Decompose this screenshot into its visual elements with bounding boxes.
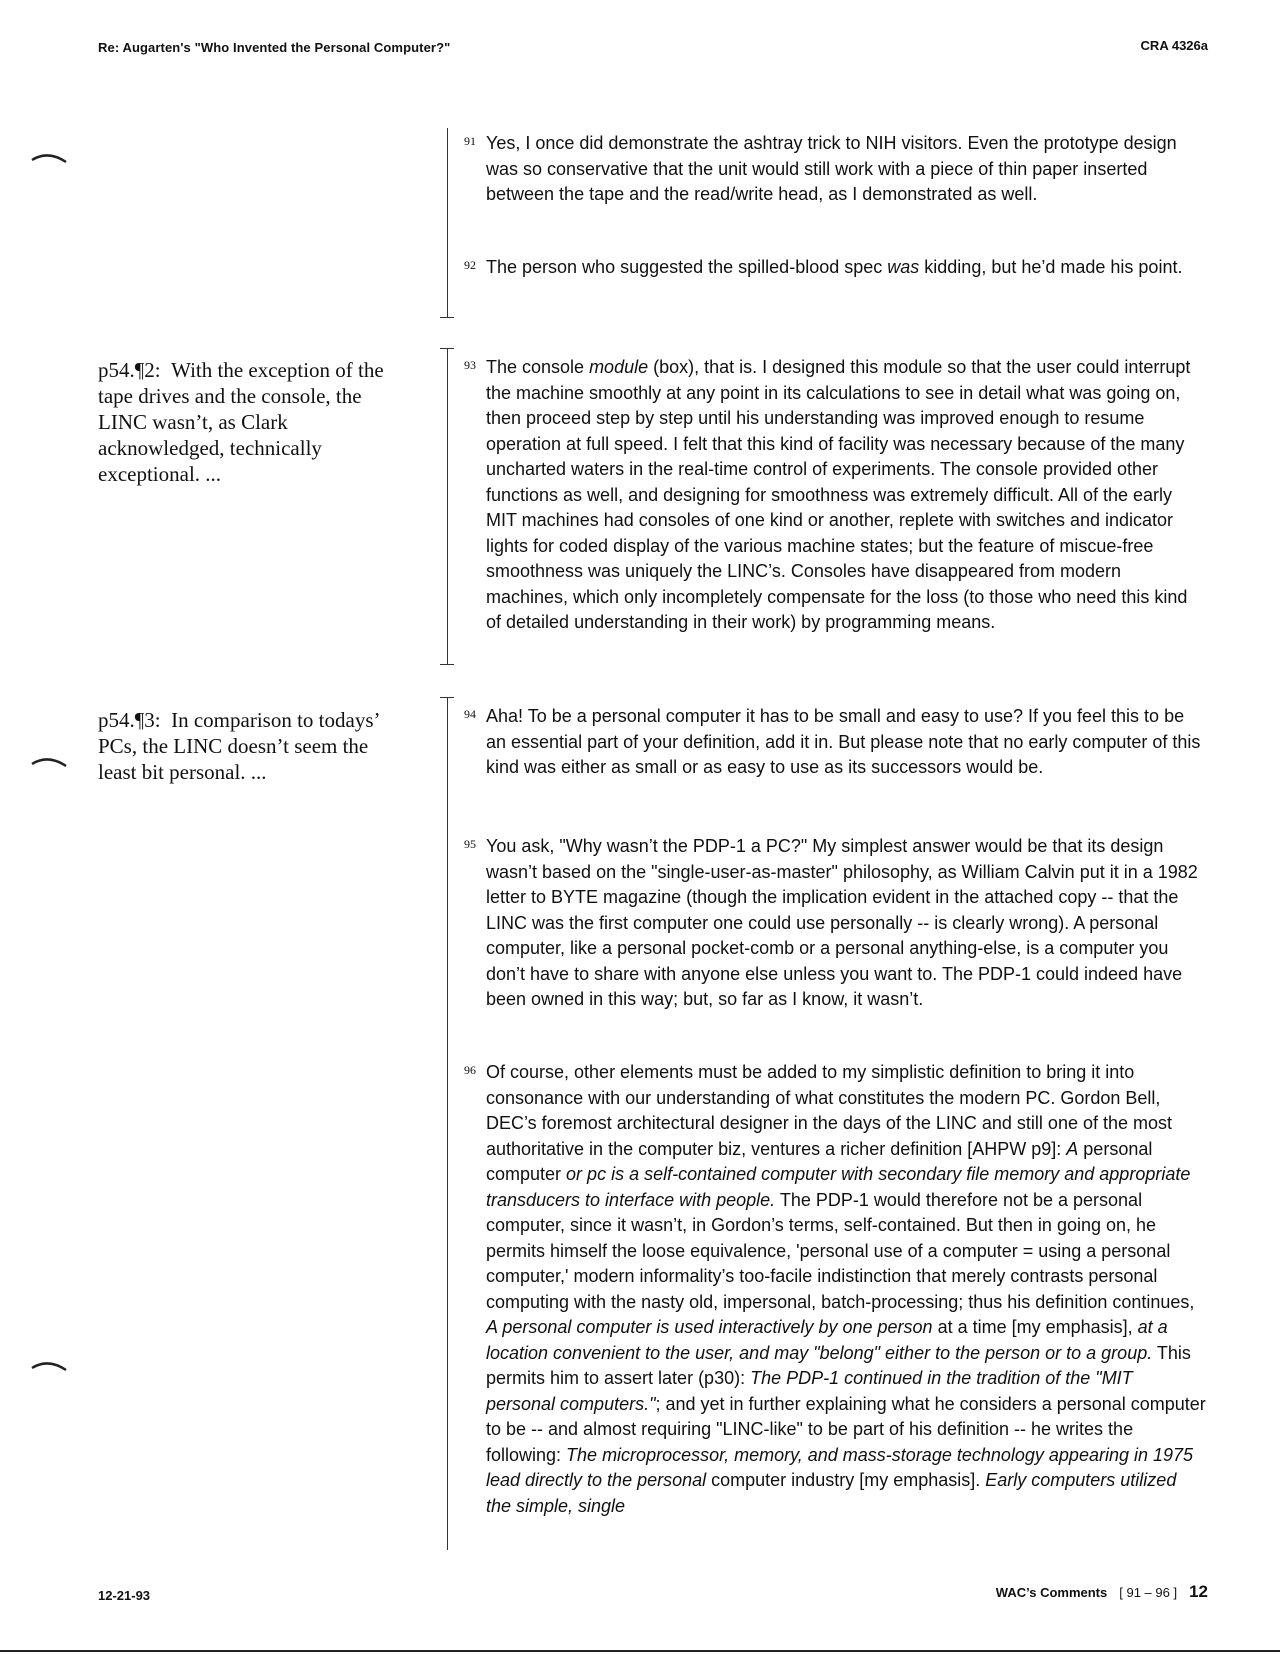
margin-note	[98, 707, 398, 785]
margin-note	[98, 357, 398, 487]
paragraph-text: Aha! To be a personal computer it has to be small and easy to use? If you feel this to be an essential part of your definition, add it in. But please note that no early computer of this kind was either as small or as easy to use as its successors would be.	[486, 706, 1201, 777]
paragraph-text: (box), that is. I designed this module so that the user could interrupt the machine smoothly at any point in its calculations to see in detail what was going on, then proceed step by step until his understanding was improved enough to resume operation at full speed. I felt that this kind of facility was necessary because of the many uncharted waters in the real-time control of experiments. The console provided other functions as well, and designing for smoothness was extremely difficult. All of the early MIT machines had consoles of one kind or another, replete with switches and indicator lights for coded display of the various machine states; but the feature of miscue-free smoothness was uniquely the LINC’s. Consoles have disappeared from modern machines, which only incompletely compensate for the loss (to those who need this kind of detailed understanding in their work) by programming means.	[486, 357, 1191, 632]
paragraph-text: The PDP-1 would therefore not be a personal computer, since it wasn’t, in Gordon’s terms, self-contained. But then in going on, he permits himself the loose equivalence, 'personal use of a computer = using a personal computer,' modern informality’s too-facile indistinction that merely contrasts personal computing with the nasty old, impersonal, batch-processing; thus his definition continues,	[486, 1189, 1195, 1312]
footer-range: [ 91 – 96 ]	[1119, 1585, 1178, 1600]
comment-paragraph	[464, 834, 1206, 1013]
change-bar	[447, 128, 448, 318]
margin-mark	[30, 1356, 70, 1376]
comment-paragraph	[464, 355, 1206, 636]
paragraph-number: 95	[464, 837, 476, 851]
margin-note-text: With the exception of the tape drives and the console, the LINC wasn’t, as Clark acknowledged, technically exceptional. ...	[98, 358, 384, 486]
paragraph-text: at a time [my emphasis],	[932, 1317, 1138, 1337]
margin-note-text: In comparison to todays’ PCs, the LINC doesn’t seem the least bit personal. ...	[98, 708, 379, 784]
emphasis-text: Early computers utilized the simple, single	[486, 1470, 1177, 1516]
paragraph-text: computer industry [my emphasis].	[706, 1470, 986, 1490]
margin-mark	[30, 148, 70, 168]
paragraph-text: personal computer	[486, 1138, 1153, 1184]
comment-paragraph	[464, 1060, 1206, 1519]
emphasis-text: at a location convenient to the user, and may "belong" either to the person or to a group.	[486, 1317, 1168, 1363]
paragraph-text: Yes, I once did demonstrate the ashtray trick to NIH visitors. Even the prototype design was so conservative that the unit would still work with a piece of thin paper inserted between the tape and the read/write head, as I demonstrated as well.	[486, 133, 1177, 204]
margin-mark	[30, 752, 70, 772]
emphasis-text: A personal computer is used interactively by one person	[486, 1317, 933, 1337]
comment-paragraph	[464, 255, 1206, 281]
change-bar	[447, 348, 448, 665]
paragraph-number: 92	[464, 258, 476, 272]
page-number: 12	[1189, 1582, 1208, 1601]
margin-note-ref: p54.¶3:	[98, 708, 161, 732]
paragraph-text: The person who suggested the spilled-blood spec	[486, 257, 888, 277]
paragraph-text: This permits him to assert later (p30):	[486, 1342, 1191, 1388]
paragraph-text: kidding, but he’d made his point.	[919, 257, 1183, 277]
document-id: CRA 4326a	[1140, 38, 1208, 53]
paragraph-text: ; and yet in further explaining what he considers a personal computer to be -- and almost requiring "LINC-like" to be part of his definition -- he writes the following:	[486, 1393, 1206, 1465]
emphasis-text: module	[589, 357, 649, 377]
header-title: Re: Augarten's "Who Invented the Personal Computer?"	[98, 40, 451, 55]
comment-paragraph	[464, 131, 1206, 208]
emphasis-text: A	[1066, 1138, 1079, 1159]
paragraph-text: Of course, other elements must be added to my simplistic definition to bring it into consonance with our understanding of what constitutes the modern PC. Gordon Bell, DEC’s foremost architectural designer in the days of the LINC and still one of the most authoritative in the computer biz, ventures a richer definition [AHPW p9]:	[486, 1062, 1173, 1159]
bottom-rule	[0, 1650, 1280, 1652]
comment-paragraph	[464, 704, 1206, 781]
emphasis-text: The microprocessor, memory, and mass-storage technology appearing in 1975 lead directly to the personal	[486, 1444, 1194, 1490]
margin-note-ref: p54.¶2:	[98, 358, 161, 382]
footer-date: 12-21-93	[98, 1588, 151, 1603]
paragraph-number: 94	[464, 707, 476, 721]
footer-comments-label: WAC’s Comments	[995, 1585, 1108, 1600]
emphasis-text: or pc is a self-contained computer with secondary file memory and appropriate transducers to interface with people.	[486, 1164, 1191, 1210]
footer-info	[996, 1582, 1208, 1602]
paragraph-number: 96	[464, 1063, 476, 1077]
emphasis-text: was	[887, 257, 920, 277]
paragraph-number: 93	[464, 358, 476, 372]
paragraph-number: 91	[464, 134, 476, 148]
paragraph-text: The console	[486, 357, 590, 377]
paragraph-text: You ask, "Why wasn’t the PDP-1 a PC?" My simplest answer would be that its design wasn’t based on the "single-user-as-master" philosophy, as William Calvin put it in a 1982 letter to BYTE magazine (though the implication evident in the attached copy -- that the LINC was the first computer one could use personally -- is clearly wrong). A personal computer, like a personal pocket-comb or a personal anything-else, is a computer you don’t have to share with anyone else unless you want to. The PDP-1 could indeed have been owned in this way; but, so far as I know, it wasn’t.	[486, 836, 1198, 1009]
change-bar	[447, 697, 448, 1550]
emphasis-text: The PDP-1 continued in the tradition of the "MIT personal computers."	[486, 1368, 1133, 1414]
